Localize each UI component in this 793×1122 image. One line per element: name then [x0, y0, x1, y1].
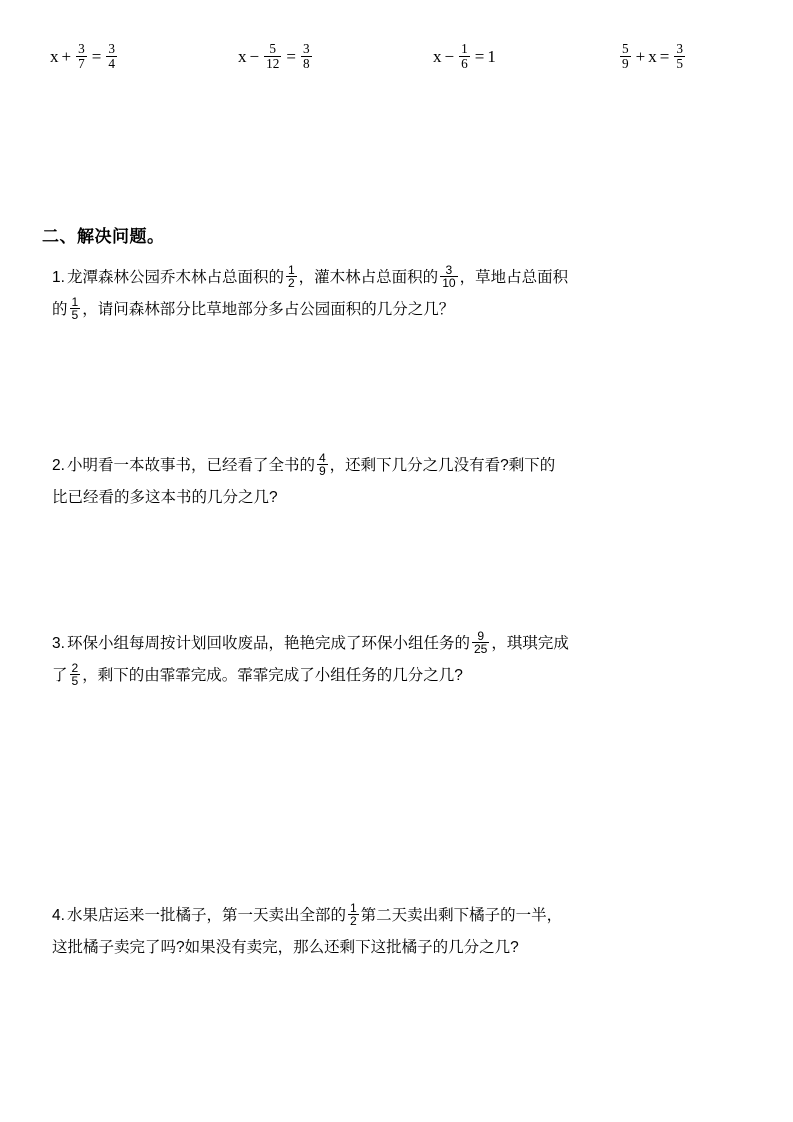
- problem-line: [52, 932, 745, 964]
- problem-text: ，灌木林占总面积的: [298, 269, 439, 286]
- fraction: [70, 662, 81, 688]
- fraction-denominator: 10: [442, 276, 456, 291]
- fraction: [264, 42, 281, 71]
- problem-text: ，琪琪完成: [491, 635, 569, 652]
- equation-variable: x: [50, 46, 59, 66]
- fraction-denominator: 8: [302, 55, 310, 71]
- problem-item: [52, 628, 745, 692]
- fraction-numerator: 3: [302, 41, 310, 56]
- fraction-numerator: 1: [287, 262, 295, 277]
- problem-item: [52, 262, 745, 326]
- fraction-denominator: 2: [349, 914, 357, 929]
- fraction: [301, 42, 312, 71]
- problem-text: ，草地占总面积: [459, 269, 569, 286]
- problem-line: [52, 482, 745, 514]
- fraction-numerator: 3: [78, 41, 85, 56]
- fraction: [317, 452, 328, 478]
- problem-line: [52, 660, 745, 692]
- fraction-numerator: 9: [472, 630, 489, 644]
- equation-item: [433, 42, 496, 71]
- equation-variable: x: [648, 46, 657, 66]
- fraction-numerator: 4: [318, 450, 326, 465]
- problem-index: 4.: [52, 907, 65, 924]
- fraction-numerator: 5: [264, 42, 281, 57]
- equals-sign: =: [286, 46, 296, 66]
- fraction-numerator: 3: [108, 41, 115, 56]
- fraction-denominator: 5: [71, 674, 79, 689]
- equation-operator: +: [61, 46, 72, 66]
- equation-operator: +: [635, 46, 646, 66]
- equation-item: [238, 42, 314, 71]
- fraction: [76, 42, 87, 71]
- fraction-denominator: 7: [78, 55, 85, 71]
- problem-index: 1.: [52, 269, 65, 286]
- problem-item: [52, 900, 745, 964]
- equation-variable: x: [433, 46, 442, 66]
- equation-operator: −: [444, 46, 455, 66]
- fraction: [459, 42, 470, 71]
- fraction-denominator: 2: [287, 276, 295, 291]
- fraction: [472, 630, 489, 656]
- problem-item: [52, 450, 745, 514]
- equation-operator: −: [249, 46, 260, 66]
- problem-text: 的: [52, 300, 68, 318]
- fraction-denominator: 4: [108, 55, 115, 71]
- problem-text: 第二天卖出剩下橘子的一半，: [360, 907, 563, 924]
- fraction-denominator: 9: [622, 55, 629, 71]
- fraction: [286, 264, 297, 290]
- fraction-numerator: 1: [71, 294, 79, 309]
- fraction-numerator: 5: [622, 41, 629, 56]
- problem-line: [52, 294, 745, 326]
- fraction: [70, 296, 81, 322]
- fraction-denominator: 5: [676, 55, 683, 71]
- fraction-denominator: 6: [461, 55, 468, 71]
- fraction-numerator: 3: [676, 41, 683, 56]
- section-heading: 二、解决问题。: [42, 227, 165, 246]
- equals-sign: =: [91, 46, 102, 66]
- equals-sign: =: [474, 46, 485, 66]
- problem-text: 比已经看的多这本书的几分之几?: [52, 488, 278, 506]
- fraction: [348, 902, 359, 928]
- fraction-denominator: 25: [473, 642, 488, 657]
- problem-line: [52, 262, 745, 294]
- problem-index: 3.: [52, 635, 65, 652]
- equals-sign: =: [659, 46, 670, 66]
- fraction-denominator: 5: [71, 308, 79, 323]
- fraction-numerator: 1: [461, 41, 468, 56]
- equation-variable: x: [238, 46, 247, 66]
- fraction-denominator: 12: [266, 55, 280, 71]
- problem-text: 龙潭森林公园乔木林占总面积的: [66, 269, 284, 286]
- fraction-numerator: 1: [349, 900, 357, 915]
- equation-row: [48, 42, 745, 98]
- equation-result: 1: [487, 46, 496, 66]
- fraction: [106, 42, 117, 71]
- fraction: [674, 42, 685, 71]
- problem-text: 水果店运来一批橘子，第一天卖出全部的: [66, 907, 346, 924]
- problem-text: ，请问森林部分比草地部分多占公园面积的几分之几？: [82, 300, 455, 318]
- fraction: [440, 264, 457, 290]
- problem-line: [52, 628, 745, 660]
- problem-index: 2.: [52, 457, 65, 474]
- problem-text: ，剩下的由霏霏完成。霏霏完成了小组任务的几分之几?: [82, 666, 463, 684]
- problem-text: 这批橘子卖完了吗?如果没有卖完，那么还剩下这批橘子的几分之几?: [52, 938, 519, 956]
- problem-text: 了: [52, 666, 68, 684]
- equation-item: [50, 42, 119, 71]
- fraction-numerator: 3: [440, 264, 457, 278]
- fraction-denominator: 9: [318, 464, 326, 479]
- fraction: [620, 42, 631, 71]
- fraction-numerator: 2: [71, 660, 79, 675]
- problem-text: 小明看一本故事书，已经看了全书的: [66, 457, 315, 474]
- problem-text: 环保小组每周按计划回收废品，艳艳完成了环保小组任务的: [66, 635, 470, 652]
- equation-item: [618, 42, 687, 71]
- problem-text: ，还剩下几分之几没有看?剩下的: [329, 457, 556, 474]
- problem-line: [52, 900, 745, 932]
- problem-line: [52, 450, 745, 482]
